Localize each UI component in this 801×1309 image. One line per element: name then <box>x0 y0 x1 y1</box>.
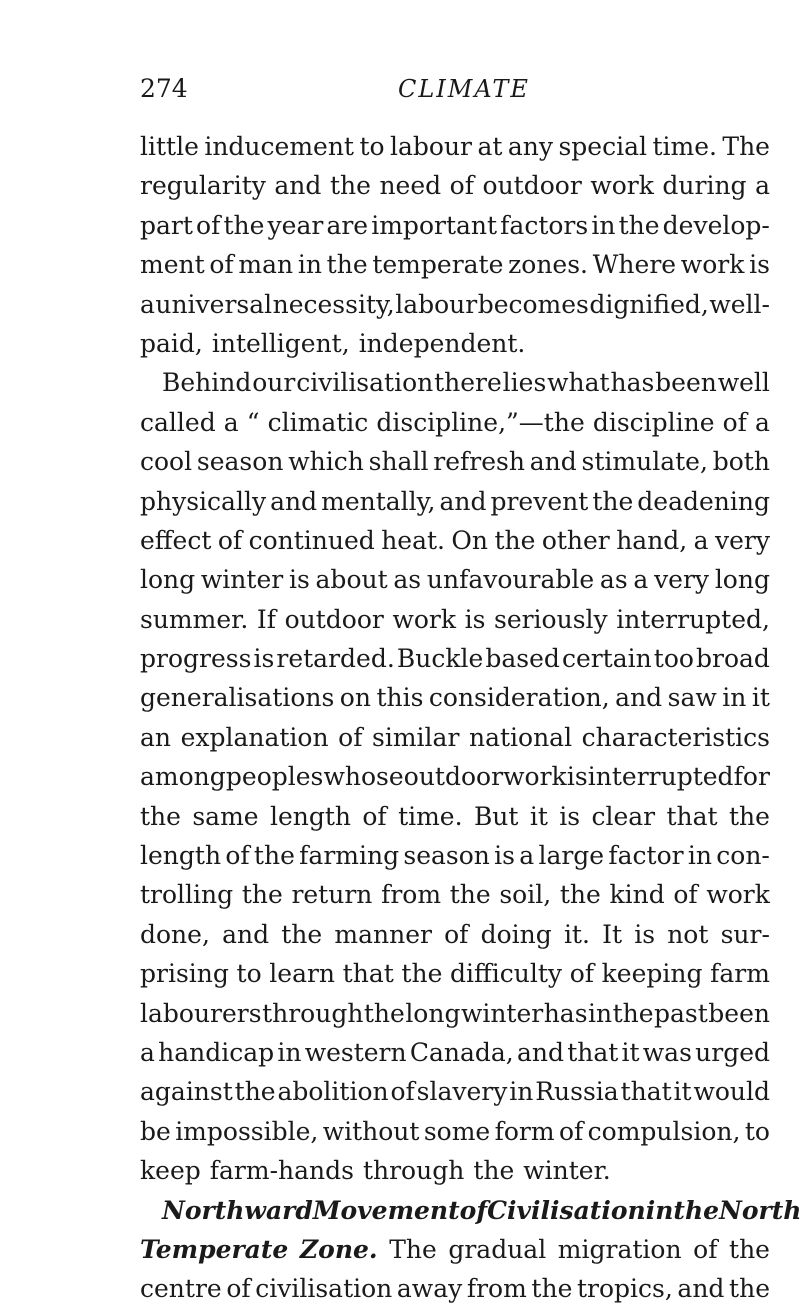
word: Behind <box>162 368 252 398</box>
word: been <box>655 368 717 398</box>
word: the <box>559 880 601 910</box>
word: prising <box>140 959 229 989</box>
text-line <box>140 797 770 836</box>
word: Northward <box>162 1195 313 1225</box>
word: the <box>592 486 634 516</box>
word: is <box>288 565 310 595</box>
word: heat. <box>381 525 445 555</box>
text-line <box>140 757 770 796</box>
text-line <box>140 245 770 284</box>
word: civilisation <box>296 368 434 398</box>
word: sur- <box>720 919 770 949</box>
word: of <box>569 959 594 989</box>
word: form <box>494 1116 555 1146</box>
word: summer. <box>140 604 249 634</box>
text-line <box>140 678 770 717</box>
word: of <box>459 1195 488 1225</box>
word: been <box>708 998 770 1028</box>
word: during <box>662 171 747 201</box>
word: the <box>729 1234 770 1264</box>
word: based <box>485 644 560 674</box>
word: the <box>253 841 295 871</box>
word: intelligent, <box>211 328 350 358</box>
word: On <box>451 525 489 555</box>
word: and <box>516 1037 564 1067</box>
word: The <box>389 1234 437 1264</box>
text-line <box>140 1072 770 1111</box>
word: of <box>444 919 469 949</box>
word: winter. <box>523 1156 611 1186</box>
word: temperate <box>372 250 504 280</box>
word: handicap <box>158 1037 275 1067</box>
word: lies <box>502 368 547 398</box>
word: physically <box>140 486 267 516</box>
word: civilisation <box>255 1274 393 1304</box>
word: generalisations <box>140 683 335 713</box>
text-line <box>140 954 770 993</box>
text-line <box>140 875 770 914</box>
word: outdoor <box>403 762 504 792</box>
word: hand, <box>616 525 688 555</box>
word: a <box>755 407 770 437</box>
word: that <box>666 801 718 831</box>
word: and <box>439 486 487 516</box>
word: Canada, <box>409 1037 514 1067</box>
word: a <box>519 841 535 871</box>
word: doing <box>480 919 552 949</box>
word: a <box>223 407 239 437</box>
word: the <box>140 801 181 831</box>
text-line <box>140 836 770 875</box>
word: need <box>379 171 442 201</box>
word: of <box>558 1116 584 1146</box>
word: and <box>222 919 270 949</box>
word: trolling <box>140 880 234 910</box>
word: the <box>449 880 491 910</box>
text-line <box>140 600 770 639</box>
word: part <box>140 210 193 240</box>
word: climatic <box>267 407 369 437</box>
word: mentally, <box>321 486 436 516</box>
word: through <box>262 998 364 1028</box>
word: the <box>234 1077 276 1107</box>
word: both <box>712 447 770 477</box>
word: compulsion, <box>587 1116 741 1146</box>
text-line <box>140 1112 770 1151</box>
word: a <box>693 525 709 555</box>
word: similar <box>372 722 460 752</box>
word: of <box>225 841 250 871</box>
word: independent. <box>358 328 526 358</box>
word: and <box>677 1274 725 1304</box>
word: winter <box>200 565 284 595</box>
word: the <box>618 210 660 240</box>
word: If <box>256 604 277 634</box>
word: gradual <box>448 1234 547 1264</box>
word: is <box>494 841 515 871</box>
word: well <box>717 368 770 398</box>
text-line <box>140 560 770 599</box>
word: and <box>529 447 577 477</box>
word: dignified, <box>589 289 709 319</box>
word: our <box>252 368 296 398</box>
word: Movement <box>312 1195 460 1225</box>
word: the <box>223 210 265 240</box>
word: work <box>706 880 770 910</box>
text-line <box>140 1151 770 1190</box>
word: the <box>401 959 443 989</box>
word: shall <box>368 447 429 477</box>
word: length <box>269 801 351 831</box>
word: length <box>140 841 222 871</box>
word: the <box>728 801 770 831</box>
word: this <box>376 683 424 713</box>
word: discipline <box>592 407 715 437</box>
word: from <box>466 1274 527 1304</box>
word: factor <box>608 841 684 871</box>
word: retarded. <box>276 644 395 674</box>
word: slavery <box>416 1077 508 1107</box>
word: of <box>209 250 234 280</box>
text-line <box>140 206 770 245</box>
word: little <box>140 132 199 161</box>
word: man <box>238 250 294 280</box>
word: consideration, <box>428 683 610 713</box>
word: prevent <box>490 486 589 516</box>
word: away <box>396 1274 463 1304</box>
word: national <box>468 722 573 752</box>
word: becomes <box>477 289 589 319</box>
text-line <box>140 1269 770 1308</box>
word: the <box>326 250 368 280</box>
text-line <box>140 639 770 678</box>
word: is <box>566 762 588 792</box>
word: time. <box>398 801 463 831</box>
word: the <box>281 919 323 949</box>
word: peoples <box>225 762 324 792</box>
word: it. <box>563 919 590 949</box>
word: of <box>196 210 221 240</box>
word: farming <box>299 841 400 871</box>
word: regularity <box>140 171 266 201</box>
word: characteristics <box>581 722 770 752</box>
body-text <box>140 127 801 1309</box>
word: it <box>673 1077 692 1107</box>
word: unfavourable <box>426 565 595 595</box>
word: in <box>509 1077 534 1107</box>
text-line <box>140 127 770 166</box>
word: of <box>217 525 243 555</box>
word: factors <box>500 210 589 240</box>
word: a <box>140 289 155 319</box>
word: of <box>722 407 747 437</box>
word: keep <box>140 1156 201 1186</box>
word: is <box>634 919 656 949</box>
word: a <box>755 171 770 201</box>
word: an <box>140 722 172 752</box>
word: universal <box>155 289 273 319</box>
word: The <box>722 132 770 161</box>
text-line <box>140 994 770 1033</box>
word: the <box>531 1274 573 1304</box>
word: to <box>359 132 385 161</box>
word: in <box>687 841 712 871</box>
word: migration <box>557 1234 682 1264</box>
word: Temperate <box>140 1234 289 1264</box>
word: necessity, <box>272 289 395 319</box>
word: and <box>274 171 322 201</box>
text-line <box>140 915 770 954</box>
word: has <box>610 368 655 398</box>
word: long <box>140 565 196 595</box>
text-line <box>140 718 770 757</box>
word: about <box>315 565 388 595</box>
text-line <box>140 1230 770 1269</box>
word: cool <box>140 447 193 477</box>
word: done, <box>140 919 210 949</box>
word: Russia <box>535 1077 619 1107</box>
word: that <box>620 1077 672 1107</box>
word: Civilisation <box>487 1195 646 1225</box>
word: of <box>338 722 363 752</box>
word: the <box>673 1195 720 1225</box>
word: farm <box>710 959 770 989</box>
text-line <box>140 166 770 205</box>
word: soil, <box>499 880 552 910</box>
word: Where <box>592 250 677 280</box>
text-line <box>140 324 770 363</box>
text-line <box>140 403 770 442</box>
word: But <box>473 801 519 831</box>
word: long <box>405 998 461 1028</box>
word: deadening <box>637 486 770 516</box>
text-line <box>140 1191 801 1230</box>
word: of <box>226 1274 251 1304</box>
word: interrupted <box>587 762 734 792</box>
word: the <box>241 880 283 910</box>
page-number: 274 <box>140 74 188 103</box>
word: refresh <box>433 447 525 477</box>
word: from <box>381 880 442 910</box>
word: the <box>729 1274 770 1304</box>
word: that <box>567 1037 619 1067</box>
word: a <box>633 565 649 595</box>
word: what <box>547 368 610 398</box>
word: work <box>590 171 654 201</box>
word: in <box>297 250 322 280</box>
word: paid, <box>140 328 203 358</box>
word: the <box>473 1156 515 1186</box>
word: explanation <box>180 722 329 752</box>
word: in <box>277 1037 302 1067</box>
word: broad <box>696 644 770 674</box>
word: of <box>673 880 698 910</box>
word: same <box>192 801 259 831</box>
word: is <box>749 250 770 280</box>
word: at <box>477 132 503 161</box>
word: learn <box>269 959 336 989</box>
word: farm-hands <box>209 1156 354 1186</box>
text-line <box>140 285 770 324</box>
word: continued <box>248 525 375 555</box>
word: which <box>288 447 364 477</box>
word: ment <box>140 250 205 280</box>
word: labourers <box>140 998 262 1028</box>
word: Zone. <box>299 1234 378 1264</box>
word: “ <box>246 407 260 437</box>
word: abolition <box>277 1077 389 1107</box>
word: labour <box>395 289 478 319</box>
word: outdoor <box>482 171 582 201</box>
word: time. <box>652 132 717 161</box>
word: interrupted, <box>616 604 770 634</box>
word: of <box>390 1077 415 1107</box>
word: would <box>693 1077 770 1107</box>
page-header <box>140 74 700 114</box>
word: progress <box>140 644 252 674</box>
word: North <box>719 1195 801 1225</box>
word: it <box>751 683 770 713</box>
word: a <box>140 1037 155 1067</box>
word: very <box>715 525 770 555</box>
word: for <box>733 762 770 792</box>
word: in <box>645 1195 674 1225</box>
text-line <box>140 363 770 402</box>
word: seriously <box>493 604 608 634</box>
word: large <box>538 841 605 871</box>
word: inducement <box>204 132 354 161</box>
word: in <box>591 210 616 240</box>
word: whose <box>323 762 404 792</box>
word: is <box>559 801 581 831</box>
word: not <box>667 919 709 949</box>
word: outdoor <box>284 604 384 634</box>
word: winter <box>460 998 544 1028</box>
text-line <box>140 1033 770 1072</box>
word: certain <box>561 644 652 674</box>
word: work <box>680 250 745 280</box>
word: discipline,”—the <box>376 407 585 437</box>
word: in <box>588 998 613 1028</box>
word: important <box>371 210 498 240</box>
word: work <box>392 604 456 634</box>
word: against <box>140 1077 233 1107</box>
word: kind <box>609 880 665 910</box>
word: the <box>494 525 536 555</box>
word: season <box>196 447 284 477</box>
word: Buckle <box>396 644 484 674</box>
word: among <box>140 762 226 792</box>
word: stimulate, <box>581 447 708 477</box>
word: of <box>693 1234 718 1264</box>
word: the <box>363 998 405 1028</box>
word: year <box>267 210 324 240</box>
word: tropics, <box>576 1274 673 1304</box>
word: of <box>449 171 474 201</box>
word: as <box>393 565 422 595</box>
word: is <box>253 644 275 674</box>
word: con- <box>716 841 770 871</box>
word: western <box>304 1037 407 1067</box>
word: it <box>621 1037 640 1067</box>
word: other <box>541 525 610 555</box>
word: well- <box>709 289 770 319</box>
word: urged <box>695 1037 770 1067</box>
word: labour <box>390 132 473 161</box>
word: some <box>423 1116 491 1146</box>
word: clear <box>591 801 656 831</box>
word: of <box>362 801 387 831</box>
word: and <box>270 486 318 516</box>
word: the <box>329 171 371 201</box>
word: through <box>362 1156 465 1186</box>
word: any <box>507 132 554 161</box>
word: manner <box>334 919 432 949</box>
word: saw <box>667 683 717 713</box>
word: is <box>464 604 486 634</box>
word: in <box>722 683 747 713</box>
text-line <box>140 482 770 521</box>
word: there <box>434 368 502 398</box>
word: develop- <box>662 210 770 240</box>
word: to <box>744 1116 770 1146</box>
text-line <box>140 521 770 560</box>
text-line <box>140 442 770 481</box>
word: was <box>642 1037 692 1067</box>
word: it <box>529 801 548 831</box>
word: very <box>654 565 710 595</box>
word: It <box>602 919 623 949</box>
word: too <box>653 644 694 674</box>
word: return <box>291 880 373 910</box>
word: as <box>599 565 628 595</box>
word: zones. <box>508 250 589 280</box>
word: be <box>140 1116 171 1146</box>
word: to <box>236 959 262 989</box>
word: called <box>140 407 216 437</box>
word: impossible, <box>175 1116 319 1146</box>
word: past <box>654 998 708 1028</box>
word: are <box>326 210 369 240</box>
word: effect <box>140 525 212 555</box>
word: without <box>322 1116 420 1146</box>
word: and <box>615 683 663 713</box>
word: season <box>403 841 490 871</box>
running-title: CLIMATE <box>398 75 530 103</box>
word: on <box>339 683 371 713</box>
word: centre <box>140 1274 222 1304</box>
word: difficulty <box>450 959 563 989</box>
word: keeping <box>601 959 703 989</box>
word: the <box>612 998 654 1028</box>
word: has <box>543 998 588 1028</box>
word: that <box>342 959 394 989</box>
word: long <box>714 565 770 595</box>
word: work <box>503 762 567 792</box>
word: special <box>558 132 647 161</box>
